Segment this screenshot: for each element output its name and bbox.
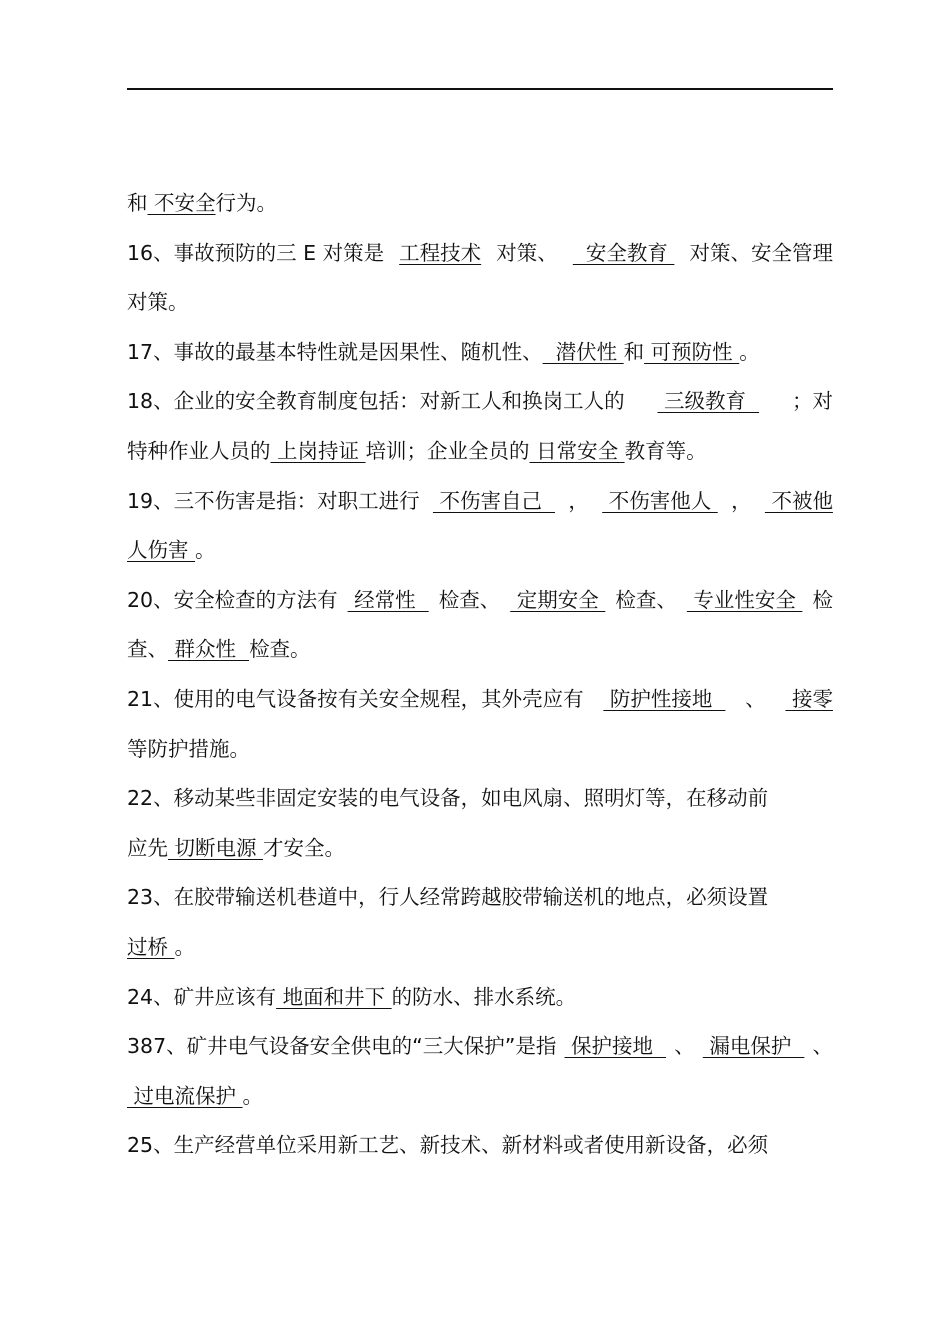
answer-blank: 防护性接地: [603, 686, 726, 711]
text-segment: 19、三不伤害是指：对职工进行: [127, 488, 420, 513]
text-segment: 25、生产经营单位采用新工艺、新技术、新材料或者使用新设备，必须: [127, 1133, 769, 1158]
text-line: [127, 229, 833, 279]
text-segment: 20、安全检查的方法有: [127, 587, 338, 612]
text-segment: 检查、: [438, 587, 501, 612]
text-segment: 对策、安全管理: [689, 240, 833, 265]
text-line: [127, 1072, 833, 1122]
text-segment: 16、事故预防的三 E 对策是: [127, 240, 385, 265]
text-segment: 21、使用的电气设备按有关安全规程，其外壳应有: [127, 686, 584, 711]
text-segment: 培训；企业全员的: [365, 438, 530, 463]
text-line: [127, 873, 833, 923]
answer-blank: 安全教育: [572, 240, 675, 265]
text-segment: 23、在胶带输送机巷道中，行人经常跨越胶带输送机的地点，必须设置: [127, 885, 769, 910]
text-line: [127, 824, 833, 874]
text-segment: 18、企业的安全教育制度包括：对新工人和换岗工人的: [127, 389, 625, 414]
text-line: [127, 1022, 833, 1072]
answer-blank: 专业性安全: [686, 587, 803, 612]
text-segment: 和: [623, 339, 645, 364]
text-line: [127, 477, 833, 527]
answer-blank: 接零: [785, 686, 833, 711]
text-segment: 。: [174, 934, 196, 959]
text-line: [127, 973, 833, 1023]
text-segment: 387、矿井电气设备安全供电的“三大保护”是指: [127, 1034, 557, 1059]
text-segment: 24、矿井应该有: [127, 984, 277, 1009]
text-segment: 。: [242, 1083, 264, 1108]
text-line: [127, 576, 833, 626]
text-line: [127, 328, 833, 378]
text-line: [127, 1121, 833, 1171]
header-rule: [127, 88, 833, 90]
answer-blank: 经常性: [347, 587, 429, 612]
answer-blank: 过桥: [127, 934, 175, 959]
answer-blank: 潜伏性: [542, 339, 624, 364]
answer-blank: 不伤害自己: [432, 488, 555, 513]
text-segment: 应先: [127, 835, 168, 860]
text-segment: 、: [674, 1034, 695, 1059]
answer-blank: 定期安全: [510, 587, 606, 612]
answer-blank: 三级教育: [657, 389, 760, 414]
answer-blank: 过电流保护: [127, 1083, 243, 1108]
text-line: [127, 725, 833, 775]
text-segment: 、: [745, 686, 766, 711]
document-body: [127, 179, 833, 1171]
text-line: [127, 774, 833, 824]
text-line: [127, 923, 833, 973]
text-segment: ；对: [792, 389, 833, 414]
text-segment: 17、事故的最基本特性就是因果性、随机性、: [127, 339, 543, 364]
text-segment: 对策、: [496, 240, 558, 265]
answer-blank: 不被他: [764, 488, 833, 513]
text-segment: 。: [739, 339, 760, 364]
text-segment: 。: [195, 538, 216, 563]
text-segment: 检查。: [249, 637, 311, 662]
text-segment: 对策。: [127, 290, 189, 315]
text-line: [127, 179, 833, 229]
text-segment: 教育等。: [624, 438, 707, 463]
answer-blank: 日常安全: [529, 438, 625, 463]
answer-blank: 群众性: [168, 637, 250, 662]
answer-blank: 不伤害他人: [602, 488, 718, 513]
text-segment: 22、移动某些非固定安装的电气设备，如电风扇、照明灯等，在移动前: [127, 786, 769, 811]
text-segment: 查、: [127, 637, 168, 662]
text-segment: 等防护措施。: [127, 736, 250, 761]
answer-blank: 地面和井下: [276, 984, 392, 1009]
text-line: [127, 675, 833, 725]
text-line: [127, 427, 833, 477]
text-segment: 特种作业人员的: [127, 438, 271, 463]
text-segment: 行为。: [215, 191, 278, 215]
answer-blank: 漏电保护: [702, 1034, 805, 1059]
text-segment: 检: [812, 587, 833, 612]
answer-blank: 切断电源: [168, 835, 264, 860]
text-line: [127, 377, 833, 427]
text-line: [127, 625, 833, 675]
answer-blank: 上岗持证: [270, 438, 366, 463]
answer-blank: 保护接地: [564, 1034, 667, 1059]
answer-blank: 可预防性: [644, 339, 740, 364]
text-line: [127, 526, 833, 576]
answer-blank: 不安全: [147, 191, 216, 215]
text-segment: ，: [731, 488, 752, 513]
text-segment: ，: [568, 488, 589, 513]
text-segment: 和: [127, 191, 148, 215]
answer-blank: 工程技术: [399, 240, 482, 265]
text-line: [127, 278, 833, 328]
answer-blank: 人伤害: [127, 538, 196, 563]
text-segment: 才安全。: [263, 835, 346, 860]
text-segment: 的防水、排水系统。: [391, 984, 577, 1009]
text-segment: 、: [812, 1034, 833, 1059]
text-segment: 检查、: [615, 587, 677, 612]
